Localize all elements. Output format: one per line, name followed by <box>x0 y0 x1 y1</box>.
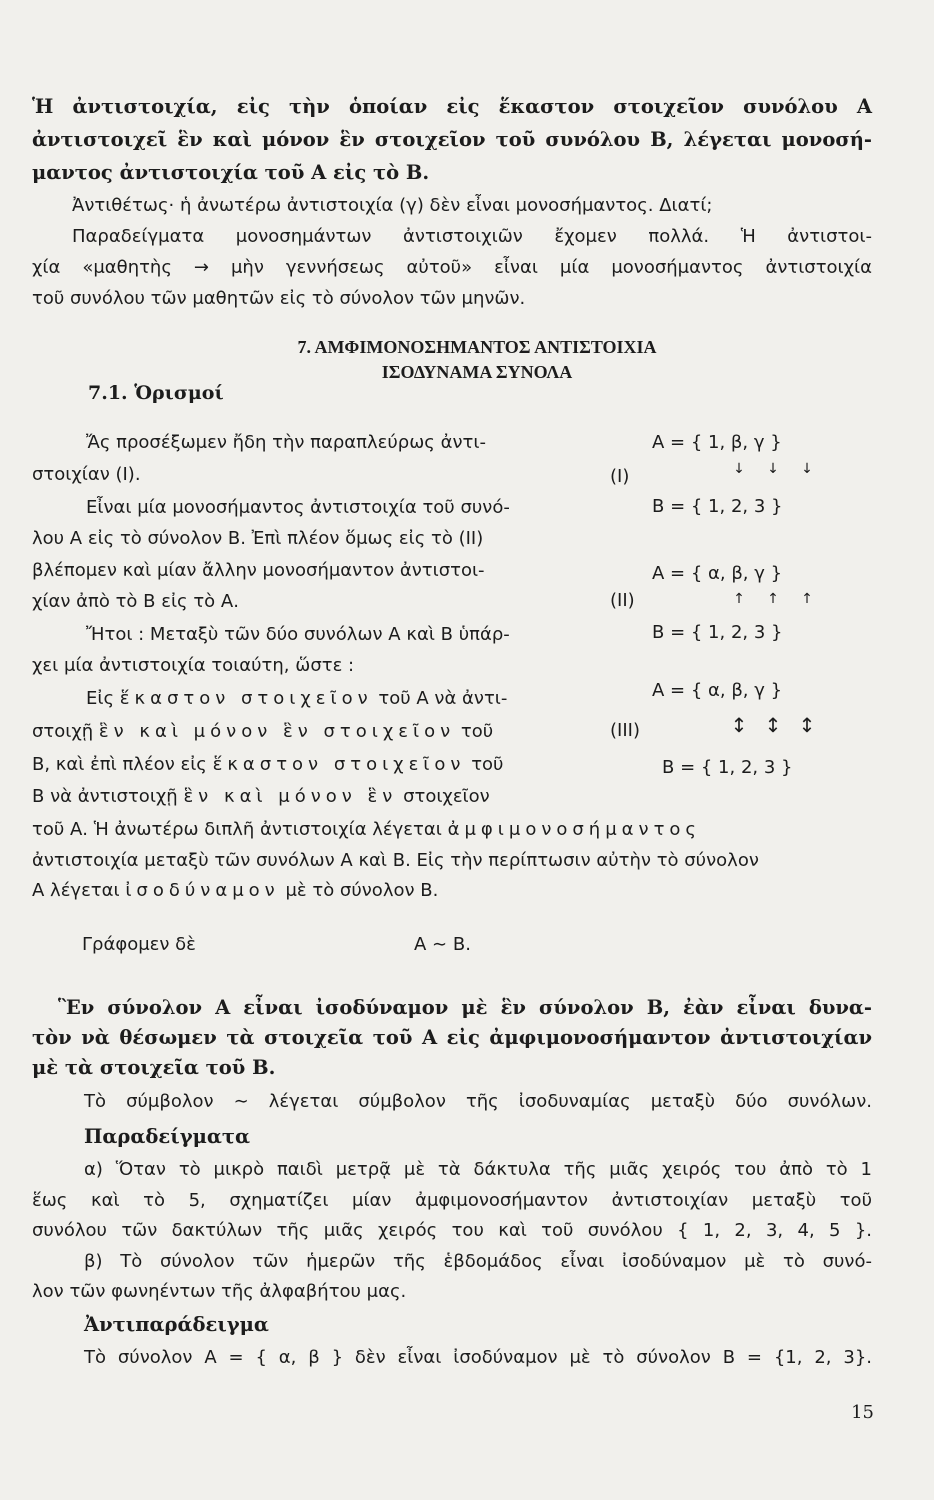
arrow-down-icon: ↓ <box>801 461 813 477</box>
arrow-up-icon: ↑ <box>801 591 813 607</box>
spaced-phrase: ἓν καὶ μόνον ἓν στοιχεῖον <box>98 721 456 742</box>
intro-line-5: Παραδείγματα μονοσημάντων ἀντιστοιχιῶν ἔχομεν πολλά. Ἡ ἀντιστοι- <box>72 226 872 247</box>
body-line-9a: Εἰς <box>86 688 115 709</box>
body-line-11 <box>32 750 572 780</box>
arrow-up-icon: ↑ <box>733 591 745 607</box>
definition-line-1: Ἓν σύνολον Α εἶναι ἰσοδύναμον μὲ ἓν σύνολον Β, ἐὰν εἶναι δυνα- <box>58 996 872 1019</box>
diagram-2-set-b: Β = { 1, 2, 3 } <box>652 622 783 643</box>
body-line-1: Ἄς προσέξωμεν ἤδη τὴν παραπλεύρως ἀντι- <box>86 432 486 453</box>
body-line-4: λου Α εἰς τὸ σύνολον Β. Ἐπὶ πλέον ὅμως εἰς τὸ (ΙΙ) <box>32 528 484 549</box>
example-b-line-2: λον τῶν φωνηέντων τῆς ἀλφαβήτου μας. <box>32 1281 407 1302</box>
diagram-2-label: (ΙΙ) <box>610 590 635 611</box>
body-line-14: ἀντιστοιχία μεταξὺ τῶν συνόλων Α καὶ Β. Εἰς τὴν περίπτωσιν αὐτὴν τὸ σύνολον <box>32 850 759 871</box>
intro-line-6: χία «μαθητὴς → μὴν γεννήσεως αὐτοῦ» εἶναι μία μονοσήμαντος ἀντιστοιχία <box>32 257 872 278</box>
body-line-9c: τοῦ Α νὰ ἀντι- <box>378 688 508 709</box>
example-b-line-1: β) Τὸ σύνολον τῶν ἡμερῶν τῆς ἑβδομάδος εἶναι ἰσοδύναμον μὲ τὸ συνό- <box>84 1251 872 1272</box>
write-formula: Α ∼ Β. <box>414 934 471 955</box>
examples-title: Παραδείγματα <box>84 1125 250 1148</box>
diagram-2-set-a: Α = { α, β, γ } <box>652 563 783 584</box>
body-line-11a: Β, καὶ ἐπὶ πλέον εἰς <box>32 754 207 775</box>
diagram-1-set-a: Α = { 1, β, γ } <box>652 432 782 453</box>
arrow-updown-icon: ↕ <box>798 713 816 737</box>
intro-line-2: ἀντιστοιχεῖ ἓν καὶ μόνον ἓν στοιχεῖον τοῦ συνόλου Β, λέγεται μονοσή- <box>32 128 872 151</box>
diagram-1-arrows <box>722 461 842 477</box>
arrow-updown-icon: ↕ <box>764 713 782 737</box>
spaced-term: ἰσοδύναμον <box>125 880 280 901</box>
body-line-13 <box>32 815 872 845</box>
body-line-6: χίαν ἀπὸ τὸ Β εἰς τὸ Α. <box>32 591 239 612</box>
body-line-8: χει μία ἀντιστοιχία τοιαύτη, ὥστε : <box>32 655 355 676</box>
diagram-3-set-b: Β = { 1, 2, 3 } <box>662 757 793 778</box>
body-line-5: βλέπομεν καὶ μίαν ἄλλην μονοσήμαντον ἀντιστοι- <box>32 560 485 581</box>
body-line-15 <box>32 876 872 906</box>
intro-line-7: τοῦ συνόλου τῶν μαθητῶν εἰς τὸ σύνολον τῶν μηνῶν. <box>32 288 526 309</box>
spaced-phrase: ἕκαστον στοιχεῖον <box>119 688 373 709</box>
diagram-1-label: (Ι) <box>610 466 630 487</box>
body-line-10c: τοῦ <box>460 721 494 742</box>
body-line-15a: Α λέγεται <box>32 880 120 901</box>
body-line-12 <box>32 782 572 812</box>
body-line-12a: Β νὰ ἀντιστοιχῇ <box>32 786 178 807</box>
counterexample-line: Τὸ σύνολον Α = { α, β } δὲν εἶναι ἰσοδύναμον μὲ τὸ σύνολον Β = {1, 2, 3}. <box>84 1347 872 1368</box>
intro-line-4: Ἀντιθέτως· ἡ ἀνωτέρω ἀντιστοιχία (γ) δὲν εἶναι μονοσήμαντος. Διατί; <box>72 195 713 216</box>
spaced-phrase: ἕκαστον στοιχεῖον <box>212 754 466 775</box>
body-line-15c: μὲ τὸ σύνολον Β. <box>285 880 439 901</box>
body-line-9 <box>86 684 626 714</box>
example-a-line-3: συνόλου τῶν δακτύλων τῆς μιᾶς χειρός του καὶ τοῦ συνόλου { 1, 2, 3, 4, 5 }. <box>32 1220 872 1241</box>
spaced-phrase: ἓν καὶ μόνον ἓν <box>183 786 398 807</box>
spaced-term: ἀμφιμονοσήμαντος <box>447 819 701 840</box>
counterexample-title: Ἀντιπαράδειγμα <box>84 1313 269 1336</box>
symbol-line: Τὸ σύμβολον ∼ λέγεται σύμβολον τῆς ἰσοδυναμίας μεταξὺ δύο συνόλων. <box>84 1091 872 1112</box>
arrow-updown-icon: ↕ <box>730 713 748 737</box>
diagram-2-arrows <box>722 591 842 607</box>
diagram-3-arrows <box>722 713 842 737</box>
diagram-1-set-b: Β = { 1, 2, 3 } <box>652 496 783 517</box>
body-line-10a: στοιχῇ <box>32 721 94 742</box>
arrow-up-icon: ↑ <box>767 591 779 607</box>
body-line-12c: στοιχεῖον <box>403 786 490 807</box>
body-line-7: Ἤτοι : Μεταξὺ τῶν δύο συνόλων Α καὶ Β ὑπάρ- <box>86 624 510 645</box>
example-a-line-1: α) Ὅταν τὸ μικρὸ παιδὶ μετρᾷ μὲ τὰ δάκτυλα τῆς μιᾶς χειρός του ἀπὸ τὸ 1 <box>84 1159 872 1180</box>
definition-line-3: μὲ τὰ στοιχεῖα τοῦ Β. <box>32 1056 276 1079</box>
body-line-13a: τοῦ Α. Ἡ ἀνωτέρω διπλῆ ἀντιστοιχία λέγεται <box>32 819 442 840</box>
body-line-10 <box>32 717 572 747</box>
section-heading-sub: ΙΣΟΔΥΝΑΜΑ ΣΥΝΟΛΑ <box>381 362 573 382</box>
example-a-line-2: ἕως καὶ τὸ 5, σχηματίζει μίαν ἀμφιμονοσήμαντον ἀντιστοιχίαν μεταξὺ τοῦ <box>32 1190 872 1211</box>
diagram-3-label: (ΙΙΙ) <box>610 720 640 741</box>
body-line-2: στοιχίαν (Ι). <box>32 464 141 485</box>
arrow-down-icon: ↓ <box>733 461 745 477</box>
body-line-3: Εἶναι μία μονοσήμαντος ἀντιστοιχία τοῦ συνό- <box>86 497 510 518</box>
page-number: 15 <box>851 1402 874 1423</box>
arrow-down-icon: ↓ <box>767 461 779 477</box>
subsection-title: 7.1. Ὁρισμοί <box>88 382 224 404</box>
intro-line-1: Ἡ ἀντιστοιχία, εἰς τὴν ὁποίαν εἰς ἕκαστον στοιχεῖον συνόλου Α <box>32 95 872 118</box>
diagram-3-set-a: Α = { α, β, γ } <box>652 680 783 701</box>
definition-line-2: τὸν νὰ θέσωμεν τὰ στοιχεῖα τοῦ Α εἰς ἀμφιμονοσήμαντον ἀντιστοιχίαν <box>32 1026 872 1049</box>
body-line-11c: τοῦ <box>471 754 504 775</box>
write-label: Γράφομεν δὲ <box>82 934 196 955</box>
intro-line-3: μαντος ἀντιστοιχία τοῦ Α εἰς τὸ Β. <box>32 161 430 184</box>
section-heading: 7. ΑΜΦΙΜΟΝΟΣΗΜΑΝΤΟΣ ΑΝΤΙΣΤΟΙΧΙΑ <box>297 337 657 357</box>
